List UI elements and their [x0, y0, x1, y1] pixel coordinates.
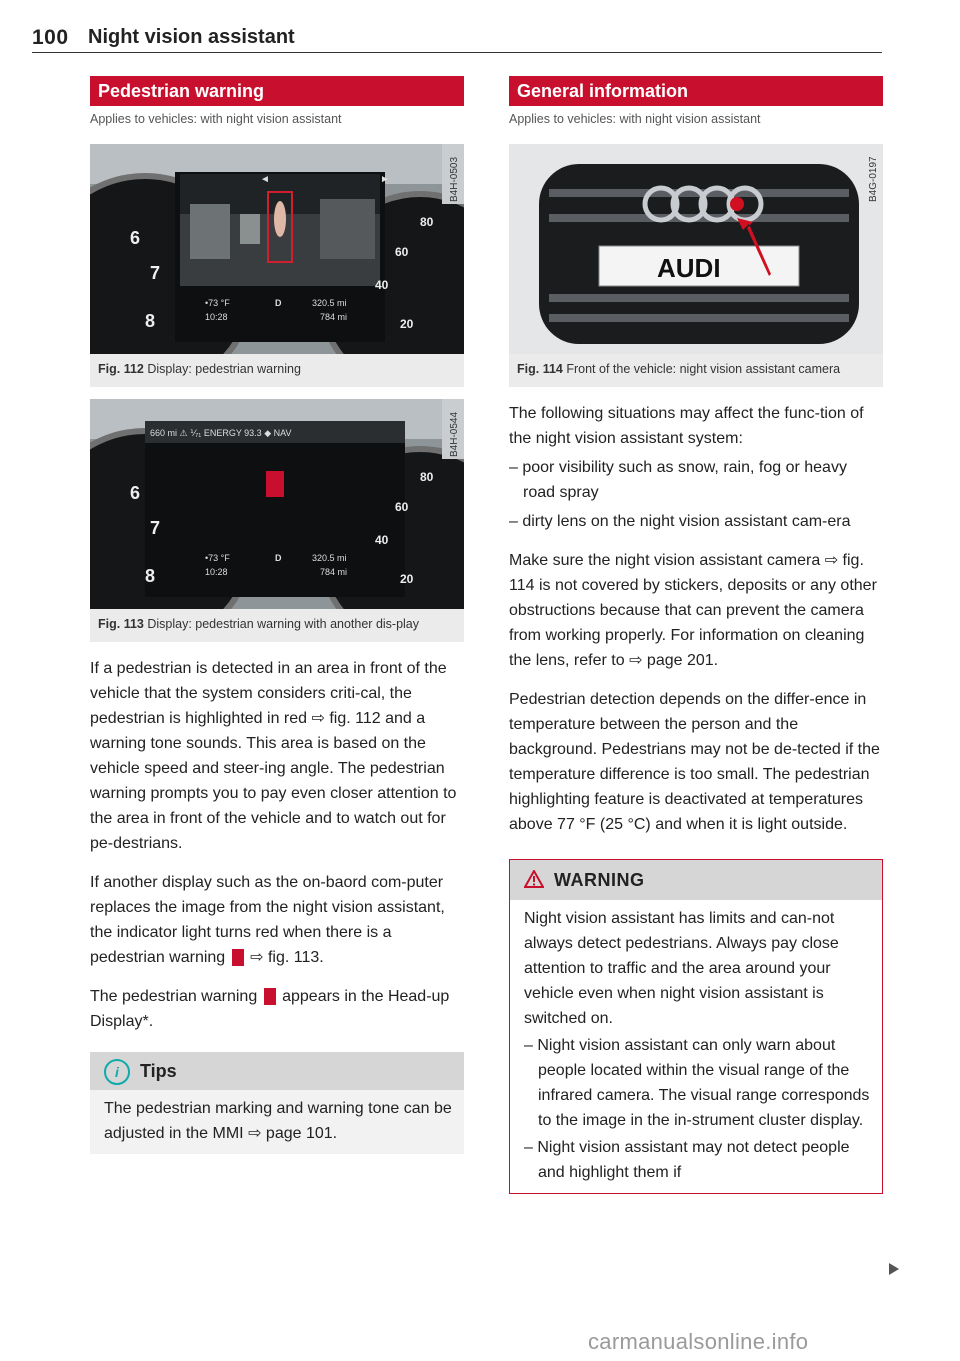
svg-text:40: 40 [375, 533, 389, 547]
svg-text:60: 60 [395, 500, 409, 514]
cluster-time: 10:28 [205, 312, 228, 322]
warning-header: WARNING [510, 860, 882, 900]
svg-text:◄: ◄ [260, 174, 270, 185]
svg-text:10:28: 10:28 [205, 567, 228, 577]
svg-text:8: 8 [145, 566, 156, 586]
svg-text:80: 80 [420, 470, 434, 484]
applies-note: Applies to vehicles: with night vision assistant [90, 112, 342, 126]
list-item: – dirty lens on the night vision assistant cam-era [509, 513, 851, 530]
svg-text:80: 80 [420, 215, 434, 229]
section-title-general-information: General information [509, 76, 883, 106]
svg-text:•73 °F: •73 °F [205, 553, 230, 563]
svg-text:784 mi: 784 mi [320, 567, 348, 577]
svg-text:6: 6 [130, 483, 141, 503]
svg-text:8: 8 [145, 311, 156, 331]
svg-text:20: 20 [400, 317, 414, 331]
pedestrian-warning-icon [232, 949, 244, 966]
next-page-arrow-icon [889, 1263, 899, 1275]
svg-text:20: 20 [400, 572, 414, 586]
tips-box [90, 1052, 464, 1154]
watermark: carmanualsonline.info [588, 1329, 809, 1354]
list-item: – poor visibility such as snow, rain, fog or heavy road spray [509, 459, 847, 501]
section-title-pedestrian-warning: Pedestrian warning [90, 76, 464, 106]
cluster-odo: 320.5 mi [312, 298, 347, 308]
cluster-topbar: 660 mi ⚠ ⅟₇₁ ENERGY 93.3 ◆ NAV [150, 428, 292, 438]
cluster-gear: D [275, 298, 282, 308]
warning-body [510, 900, 882, 1193]
license-plate: AUDI [657, 253, 721, 283]
right-column [509, 76, 883, 1194]
cluster-night-vision-image [90, 144, 464, 354]
figure-114 [509, 144, 883, 387]
paragraph: If a pedestrian is detected in an area in front of the vehicle that the system considers criti-cal, the pedestrian is highlighted in red ⇨ fig. 112 and a warning tone sounds. This area is based on the vehicle speed and steer-ing angle. The pedestrian warning prompts you to pay even closer attention to the area in front of the vehicle and to watch out for pe-destrians. [90, 660, 457, 852]
tips-header: i Tips [90, 1052, 464, 1090]
applies-note: Applies to vehicles: with night vision assistant [509, 112, 761, 126]
svg-text:7: 7 [150, 263, 161, 283]
cluster-trip: 784 mi [320, 312, 348, 322]
paragraph: If another display such as the on-baord com-puter replaces the image from the night vision assistant, the indicator light turns red when there is a pedestrian warning ⇨ fig. 113. [90, 874, 445, 966]
cluster-temp: •73 °F [205, 298, 230, 308]
figure-113-caption: Fig. 113 Display: pedestrian warning with another dis-play [90, 609, 464, 642]
warning-list-item: – Night vision assistant can only warn about people located within the visual range of the infrared camera. The visual range corresponds to the image in the in-strument cluster display. [524, 1037, 870, 1129]
figure-code: B4H-0503 [449, 156, 460, 202]
figure-code: B4G-0197 [868, 156, 879, 202]
paragraph: Make sure the night vision assistant camera ⇨ fig. 114 is not covered by stickers, deposits or any other obstructions because that can prevent the camera from working properly. For information on cleaning the lens, refer to ⇨ page 201. [509, 552, 877, 669]
svg-text:320.5 mi: 320.5 mi [312, 553, 347, 563]
tips-text: The pedestrian marking and warning tone can be adjusted in the MMI ⇨ page 101. [104, 1100, 452, 1142]
figure-114-caption: Fig. 114 Front of the vehicle: night vision assistant camera [509, 354, 883, 387]
warning-text: Night vision assistant has limits and can-not always detect pedestrians. Always pay close attention to traffic and the area around your vehicle even when night vision assistant is switched on. [524, 910, 839, 1027]
info-icon: i [104, 1059, 130, 1085]
svg-text:D: D [275, 553, 282, 563]
svg-text:►: ► [380, 174, 390, 185]
svg-text:40: 40 [375, 278, 389, 292]
left-column [90, 76, 464, 1154]
warning-box [509, 859, 883, 1194]
paragraph: The following situations may affect the func-tion of the night vision assistant system: [509, 405, 864, 447]
svg-text:60: 60 [395, 245, 409, 259]
vehicle-front-image [509, 144, 883, 354]
page-title: Night vision assistant [88, 26, 295, 48]
svg-text:7: 7 [150, 518, 161, 538]
pedestrian-warning-icon [264, 988, 276, 1005]
svg-text:6: 6 [130, 228, 141, 248]
warning-list-item: – Night vision assistant may not detect people and highlight them if [524, 1139, 850, 1181]
figure-112 [90, 144, 464, 387]
page-number: 100 [32, 26, 69, 49]
paragraph: Pedestrian detection depends on the differ-ence in temperature between the person and the background. Pedestrians may not be de-tected if the temperature difference is too small. The pedestrian highlighting feature is deactivated at temperatures above 77 °F (25 °C) and when it is light outside. [509, 691, 880, 833]
figure-113 [90, 399, 464, 642]
paragraph: The pedestrian warning appears in the Head-up Display*. [90, 988, 450, 1030]
page-header [32, 26, 882, 53]
warning-triangle-icon [524, 870, 544, 888]
cluster-warning-image [90, 399, 464, 609]
figure-code: B4H-0544 [449, 411, 460, 457]
figure-112-caption: Fig. 112 Display: pedestrian warning [90, 354, 464, 387]
